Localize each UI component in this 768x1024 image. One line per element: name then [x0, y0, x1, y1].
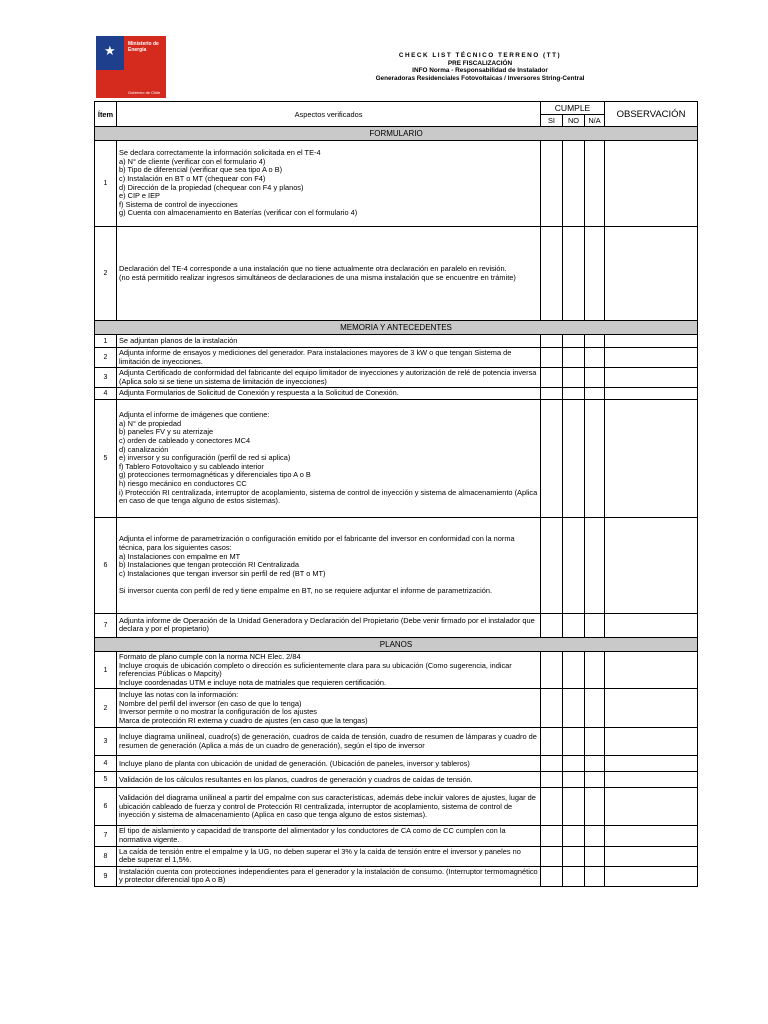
check-no-cell[interactable]: [563, 517, 585, 613]
check-si-cell[interactable]: [541, 517, 563, 613]
check-si-cell[interactable]: [541, 348, 563, 368]
check-no-cell[interactable]: [563, 772, 585, 788]
checklist-row: [95, 689, 698, 728]
checklist-row: [95, 348, 698, 368]
col-header-aspectos: Aspectos verificados: [117, 102, 541, 127]
check-si-cell[interactable]: [541, 866, 563, 886]
check-no-cell[interactable]: [563, 227, 585, 321]
check-si-cell[interactable]: [541, 689, 563, 728]
observation-cell[interactable]: [605, 227, 698, 321]
check-na-cell[interactable]: [585, 756, 605, 772]
observation-cell[interactable]: [605, 689, 698, 728]
document-title: CHECK LIST TÉCNICO TERRENO (TT): [398, 52, 562, 59]
check-na-cell[interactable]: [585, 335, 605, 348]
item-number: 2: [95, 689, 117, 728]
check-si-cell[interactable]: [541, 772, 563, 788]
check-si-cell[interactable]: [541, 335, 563, 348]
check-no-cell[interactable]: [563, 846, 585, 866]
item-description: Adjunta informe de ensayos y mediciones del generador. Para instalaciones mayores de 3 kW o que tengan Sistema de limitación de inyecciones.: [117, 348, 541, 368]
checklist-row: [95, 227, 698, 321]
checklist-row: [95, 388, 698, 400]
item-number: 7: [95, 613, 117, 637]
observation-cell[interactable]: [605, 866, 698, 886]
check-no-cell[interactable]: [563, 368, 585, 388]
item-number: 1: [95, 651, 117, 688]
item-number: 5: [95, 399, 117, 517]
observation-cell[interactable]: [605, 517, 698, 613]
check-no-cell[interactable]: [563, 728, 585, 756]
section-title: PLANOS: [95, 637, 698, 651]
item-description: Validación del diagrama unilineal a partir del empalme con sus características, además debe incluir valores de ajustes, lugar de ubicación cableado de fuerza y control de Protección RI centralizada, interruptor de acoplamiento, sistema de control de inyección y sistema de almacenamiento (Aplica en caso que tenga alguno de estos sistemas).: [117, 788, 541, 826]
section-header-row: [95, 637, 698, 651]
check-na-cell[interactable]: [585, 141, 605, 227]
item-number: 4: [95, 388, 117, 400]
item-number: 2: [95, 348, 117, 368]
observation-cell[interactable]: [605, 141, 698, 227]
document-info-line: INFO Norma - Responsabilidad de Instalador: [412, 67, 548, 74]
item-description: Adjunta Certificado de conformidad del fabricante del equipo limitador de inyecciones y autorización de relé de potencia inversa (Aplica solo si se tiene un sistema de limitación de inyecciones): [117, 368, 541, 388]
check-si-cell[interactable]: [541, 826, 563, 846]
item-description: Adjunta Formularios de Solicitud de Conexión y respuesta a la Solicitud de Conexión.: [117, 388, 541, 400]
item-description: Se adjuntan planos de la instalación: [117, 335, 541, 348]
item-number: 7: [95, 826, 117, 846]
check-no-cell[interactable]: [563, 141, 585, 227]
observation-cell[interactable]: [605, 756, 698, 772]
check-no-cell[interactable]: [563, 388, 585, 400]
check-si-cell[interactable]: [541, 651, 563, 688]
item-description: El tipo de aislamiento y capacidad de transporte del alimentador y los conductores de CA como de CC cumplen con la normativa vigente.: [117, 826, 541, 846]
check-no-cell[interactable]: [563, 348, 585, 368]
section-title: MEMORIA Y ANTECEDENTES: [95, 321, 698, 335]
check-no-cell[interactable]: [563, 689, 585, 728]
checklist-row: [95, 788, 698, 826]
check-si-cell[interactable]: [541, 388, 563, 400]
check-no-cell[interactable]: [563, 335, 585, 348]
check-no-cell[interactable]: [563, 866, 585, 886]
observation-cell[interactable]: [605, 772, 698, 788]
check-no-cell[interactable]: [563, 788, 585, 826]
check-si-cell[interactable]: [541, 368, 563, 388]
checklist-row: [95, 866, 698, 886]
item-description: Se declara correctamente la información solicitada en el TE-4 a) N° de cliente (verificar con el formulario 4) b) Tipo de diferencial (verificar que sea tipo A o B) c) Instalación en BT o MT (chequear con F4) d) Dirección de la propiedad (chequear con F4 y planos) e) CIP e IEP f) Sistema de control de inyecciones g) Cuenta con almacenamiento en Baterías (verificar con el formulario 4): [117, 141, 541, 227]
checklist-row: [95, 517, 698, 613]
checklist-row: [95, 756, 698, 772]
col-header-si: SI: [541, 115, 563, 127]
checklist-row: [95, 141, 698, 227]
observation-cell[interactable]: [605, 846, 698, 866]
ministerio-energia-logo: [96, 36, 166, 98]
checklist-row: [95, 846, 698, 866]
check-si-cell[interactable]: [541, 846, 563, 866]
check-no-cell[interactable]: [563, 613, 585, 637]
document-subtitle: PRE FISCALIZACIÓN: [447, 59, 513, 67]
check-na-cell[interactable]: [585, 826, 605, 846]
observation-cell[interactable]: [605, 388, 698, 400]
check-si-cell[interactable]: [541, 399, 563, 517]
item-number: 3: [95, 368, 117, 388]
checklist-row: [95, 772, 698, 788]
section-header-row: [95, 127, 698, 141]
observation-cell[interactable]: [605, 399, 698, 517]
check-na-cell[interactable]: [585, 728, 605, 756]
item-description: Formato de plano cumple con la norma NCH Elec. 2/84 Incluye croquis de ubicación completo o dirección es suficientemente clara para su ubicación (Como sugerencia, indicar referencias Públicas o Mapcity) Incluye coordenadas UTM e incluye nota de matriales que requieren certificación.: [117, 651, 541, 688]
observation-cell[interactable]: [605, 826, 698, 846]
check-na-cell[interactable]: [585, 772, 605, 788]
observation-cell[interactable]: [605, 728, 698, 756]
item-number: 2: [95, 227, 117, 321]
section-title: FORMULARIO: [95, 127, 698, 141]
item-number: 5: [95, 772, 117, 788]
check-na-cell[interactable]: [585, 517, 605, 613]
item-number: 1: [95, 335, 117, 348]
check-na-cell[interactable]: [585, 399, 605, 517]
col-header-observacion: OBSERVACIÓN: [605, 102, 698, 127]
document-scope-line: Generadoras Residenciales Fotovoltaicas / Inversores String-Central: [375, 74, 585, 82]
item-description: Incluye plano de planta con ubicación de unidad de generación. (Ubicación de paneles, inversor y tableros): [117, 756, 541, 772]
item-description: Incluye diagrama unilineal, cuadro(s) de generación, cuadros de caída de tensión, cuadro de resumen de lámparas y cuadro de resumen de generación (Aplica a más de un cuadro de generación), según el tipo de inversor: [117, 728, 541, 756]
observation-cell[interactable]: [605, 651, 698, 688]
check-si-cell[interactable]: [541, 141, 563, 227]
check-na-cell[interactable]: [585, 866, 605, 886]
check-na-cell[interactable]: [585, 388, 605, 400]
checklist-row: [95, 651, 698, 688]
observation-cell[interactable]: [605, 348, 698, 368]
logo-ministry-name: Ministerio de Energía: [128, 41, 159, 53]
check-na-cell[interactable]: [585, 689, 605, 728]
check-na-cell[interactable]: [585, 651, 605, 688]
check-na-cell[interactable]: [585, 368, 605, 388]
check-no-cell[interactable]: [563, 651, 585, 688]
item-number: 9: [95, 866, 117, 886]
document-header: [300, 52, 660, 82]
logo-gobierno-label: Gobierno de Chile: [128, 90, 161, 95]
item-description: Adjunta el informe de imágenes que contiene: a) N° de propiedad b) paneles FV y su aterrizaje c) orden de cableado y conectores MC4 d) canalización e) inversor y su configuración (perfil de red si aplica) f) Tablero Fotovoltaico y su cableado interior g) protecciones termomagnéticas y diferenciales tipo A o B h) riesgo mecánico en conductores CC i) Protección RI centralizada, interruptor de acoplamiento, sistema de control de inyección y sistema de almacenamiento (Aplica en caso de que tenga alguno de estos sistemas).: [117, 399, 541, 517]
check-na-cell[interactable]: [585, 788, 605, 826]
checklist-row: [95, 613, 698, 637]
col-header-no: NO: [563, 115, 585, 127]
col-header-cumple: CUMPLE: [541, 102, 605, 115]
check-si-cell[interactable]: [541, 788, 563, 826]
check-no-cell[interactable]: [563, 756, 585, 772]
checklist-row: [95, 335, 698, 348]
item-description: Adjunta informe de Operación de la Unidad Generadora y Declaración del Propietario (Debe venir firmado por el instalador que declara y por el propietario): [117, 613, 541, 637]
item-description: Validación de los cálculos resultantes en los planos, cuadros de generación y cuadros de caídas de tensión.: [117, 772, 541, 788]
check-si-cell[interactable]: [541, 728, 563, 756]
check-na-cell[interactable]: [585, 227, 605, 321]
section-header-row: [95, 321, 698, 335]
item-number: 8: [95, 846, 117, 866]
check-si-cell[interactable]: [541, 756, 563, 772]
item-description: Declaración del TE-4 corresponde a una instalación que no tiene actualmente otra declaración en paralelo en revisión. (no está permitido realizar ingresos simultáneos de declaraciones de una misma instalación que se encuentre en trámite): [117, 227, 541, 321]
check-si-cell[interactable]: [541, 227, 563, 321]
item-number: 6: [95, 517, 117, 613]
checklist-table: [94, 101, 698, 887]
item-number: 3: [95, 728, 117, 756]
col-header-na: N/A: [585, 115, 605, 127]
check-na-cell[interactable]: [585, 348, 605, 368]
observation-cell[interactable]: [605, 368, 698, 388]
observation-cell[interactable]: [605, 788, 698, 826]
item-number: 4: [95, 756, 117, 772]
check-na-cell[interactable]: [585, 846, 605, 866]
item-description: La caída de tensión entre el empalme y la UG, no deben superar el 3% y la caída de tensión entre el inversor y paneles no debe superar el 1,5%.: [117, 846, 541, 866]
item-description: Instalación cuenta con protecciones independientes para el generador y la instalación de consumo. (Interruptor termomagnético y protector diferencial tipo A o B): [117, 866, 541, 886]
check-si-cell[interactable]: [541, 613, 563, 637]
observation-cell[interactable]: [605, 613, 698, 637]
checklist-row: [95, 399, 698, 517]
col-header-item: Ítem: [95, 102, 117, 127]
item-number: 6: [95, 788, 117, 826]
check-no-cell[interactable]: [563, 399, 585, 517]
star-icon: ★: [104, 43, 116, 58]
checklist-row: [95, 368, 698, 388]
observation-cell[interactable]: [605, 335, 698, 348]
item-description: Adjunta el informe de parametrización o configuración emitido por el fabricante del inversor en conformidad con la norma técnica, para los siguientes casos: a) Instalaciones con empalme en MT b) Instalaciones que tengan protección RI Centralizada c) Instalaciones que tengan inversor sin perfil de red (BT o MT) Si inversor cuenta con perfil de red y tiene empalme en BT, no se requiere adjuntar el informe de parametrización.: [117, 517, 541, 613]
item-number: 1: [95, 141, 117, 227]
checklist-row: [95, 728, 698, 756]
check-no-cell[interactable]: [563, 826, 585, 846]
check-na-cell[interactable]: [585, 613, 605, 637]
checklist-row: [95, 826, 698, 846]
item-description: Incluye las notas con la información: Nombre del perfil del inversor (en caso de que lo tenga) Inversor permite o no mostrar la configuración de los ajustes Marca de protección RI externa y cuadro de ajustes (en caso que la tengas): [117, 689, 541, 728]
